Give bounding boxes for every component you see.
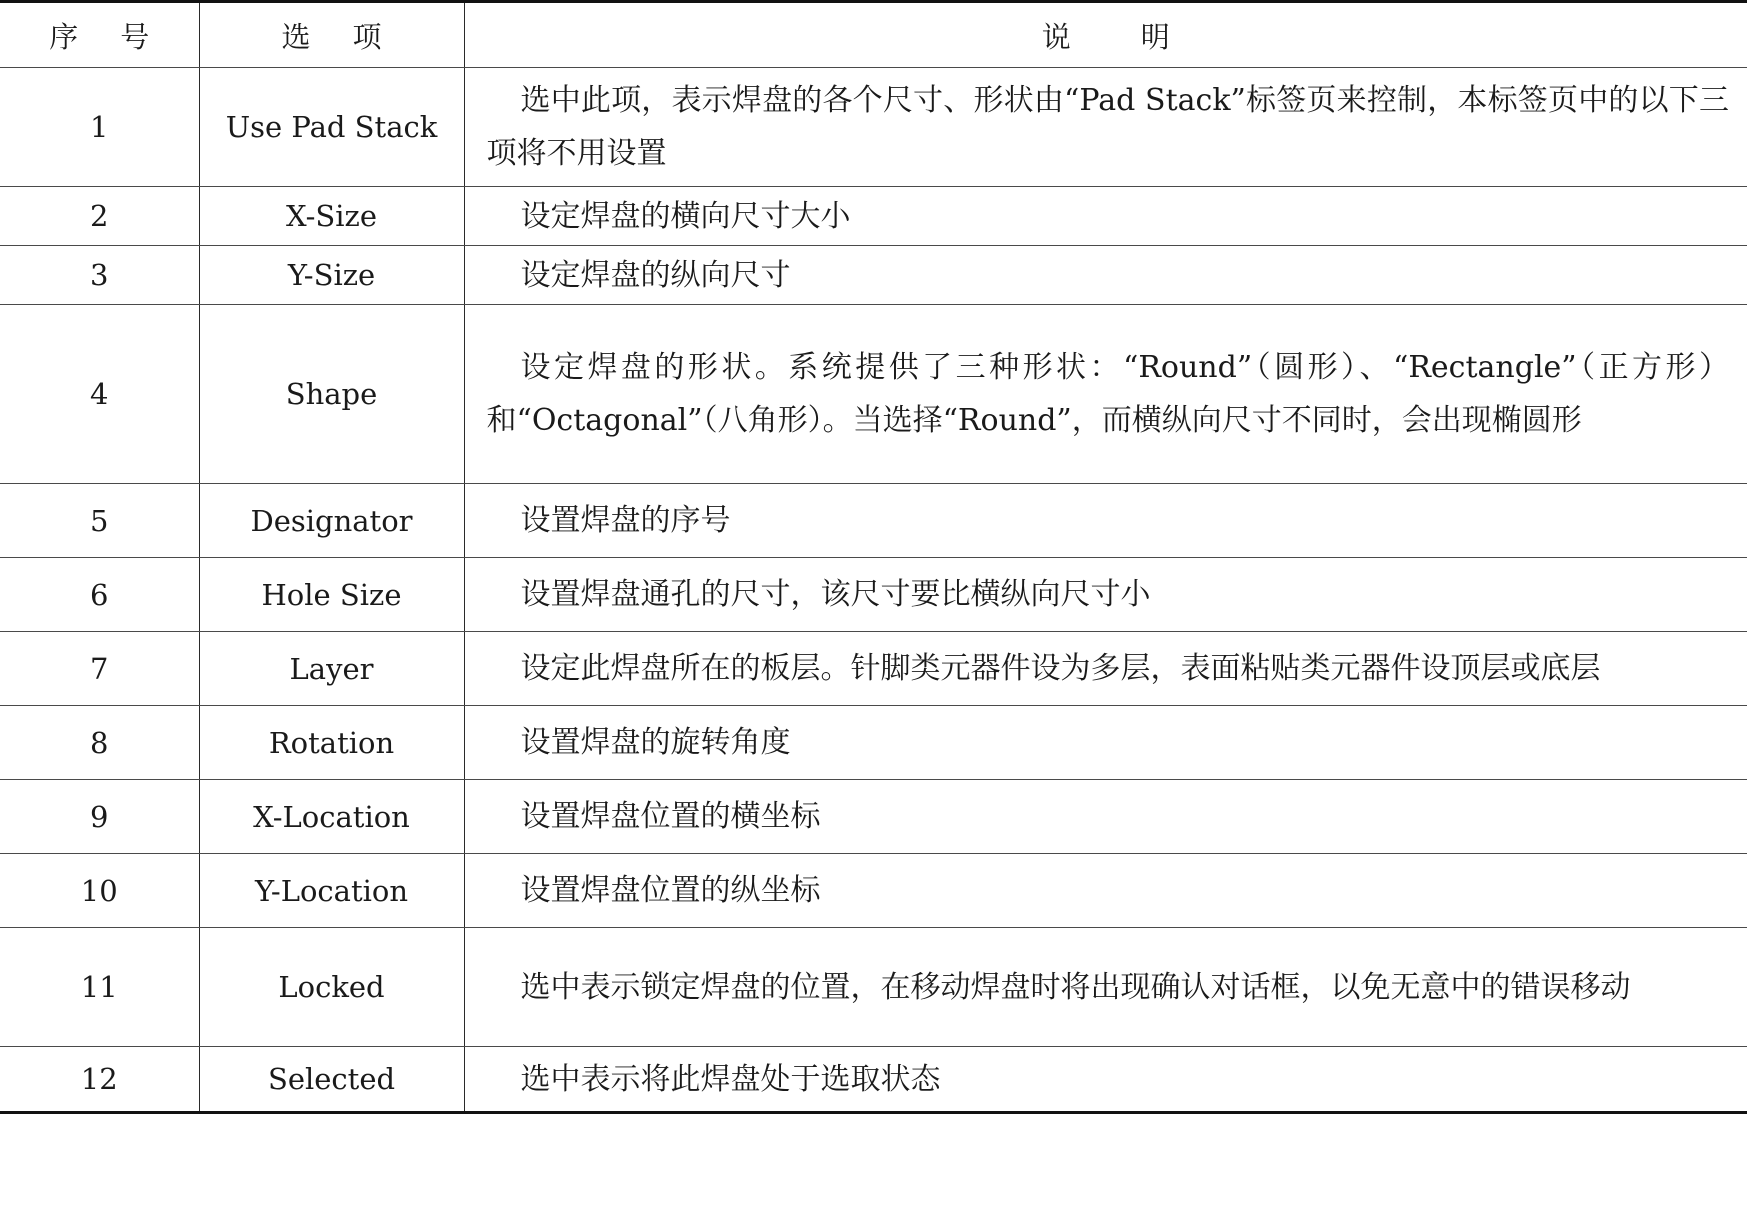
- row-option: Hole Size: [199, 558, 464, 632]
- row-option: Use Pad Stack: [199, 68, 464, 187]
- table-row: [0, 484, 1747, 558]
- header-description: 说明: [464, 2, 1747, 68]
- row-no: 10: [0, 854, 199, 928]
- row-option: Y-Size: [199, 246, 464, 305]
- row-no: 6: [0, 558, 199, 632]
- row-no: 11: [0, 928, 199, 1047]
- row-description: 设定此焊盘所在的板层。针脚类元器件设为多层，表面粘贴类元器件设顶层或底层: [464, 632, 1747, 706]
- row-description: 选中此项，表示焊盘的各个尺寸、形状由“Pad Stack”标签页来控制，本标签页中的以下三项将不用设置: [464, 68, 1747, 187]
- table-row: [0, 246, 1747, 305]
- row-description: 选中表示锁定焊盘的位置，在移动焊盘时将出现确认对话框，以免无意中的错误移动: [464, 928, 1747, 1047]
- row-description: 设置焊盘的序号: [464, 484, 1747, 558]
- row-description: 设置焊盘位置的纵坐标: [464, 854, 1747, 928]
- header-option: 选项: [199, 2, 464, 68]
- row-option: X-Size: [199, 187, 464, 246]
- row-no: 3: [0, 246, 199, 305]
- row-description: 设置焊盘位置的横坐标: [464, 780, 1747, 854]
- table-row: [0, 558, 1747, 632]
- row-description: 设置焊盘的旋转角度: [464, 706, 1747, 780]
- row-no: 12: [0, 1047, 199, 1113]
- row-no: 1: [0, 68, 199, 187]
- row-description: 设定焊盘的形状。系统提供了三种形状：“Round”（圆形）、“Rectangle”（正方形）和“Octagonal”（八角形）。当选择“Round”，而横纵向尺寸不同时，会出现椭圆形: [464, 305, 1747, 484]
- row-no: 8: [0, 706, 199, 780]
- row-no: 2: [0, 187, 199, 246]
- table-row: [0, 1047, 1747, 1113]
- row-option: Rotation: [199, 706, 464, 780]
- header-no: 序号: [0, 2, 199, 68]
- row-option: Locked: [199, 928, 464, 1047]
- row-option: Designator: [199, 484, 464, 558]
- table-row: [0, 854, 1747, 928]
- row-description: 设定焊盘的横向尺寸大小: [464, 187, 1747, 246]
- row-option: Shape: [199, 305, 464, 484]
- table-row: [0, 632, 1747, 706]
- row-no: 4: [0, 305, 199, 484]
- row-option: Y-Location: [199, 854, 464, 928]
- row-description: 设定焊盘的纵向尺寸: [464, 246, 1747, 305]
- row-option: Layer: [199, 632, 464, 706]
- row-option: X-Location: [199, 780, 464, 854]
- row-no: 9: [0, 780, 199, 854]
- table-header-row: [0, 2, 1747, 68]
- table-row: [0, 928, 1747, 1047]
- table-row: [0, 305, 1747, 484]
- table-row: [0, 68, 1747, 187]
- row-option: Selected: [199, 1047, 464, 1113]
- table-row: [0, 706, 1747, 780]
- row-no: 7: [0, 632, 199, 706]
- row-no: 5: [0, 484, 199, 558]
- table-row: [0, 187, 1747, 246]
- row-description: 设置焊盘通孔的尺寸，该尺寸要比横纵向尺寸小: [464, 558, 1747, 632]
- row-description: 选中表示将此焊盘处于选取状态: [464, 1047, 1747, 1113]
- table-row: [0, 780, 1747, 854]
